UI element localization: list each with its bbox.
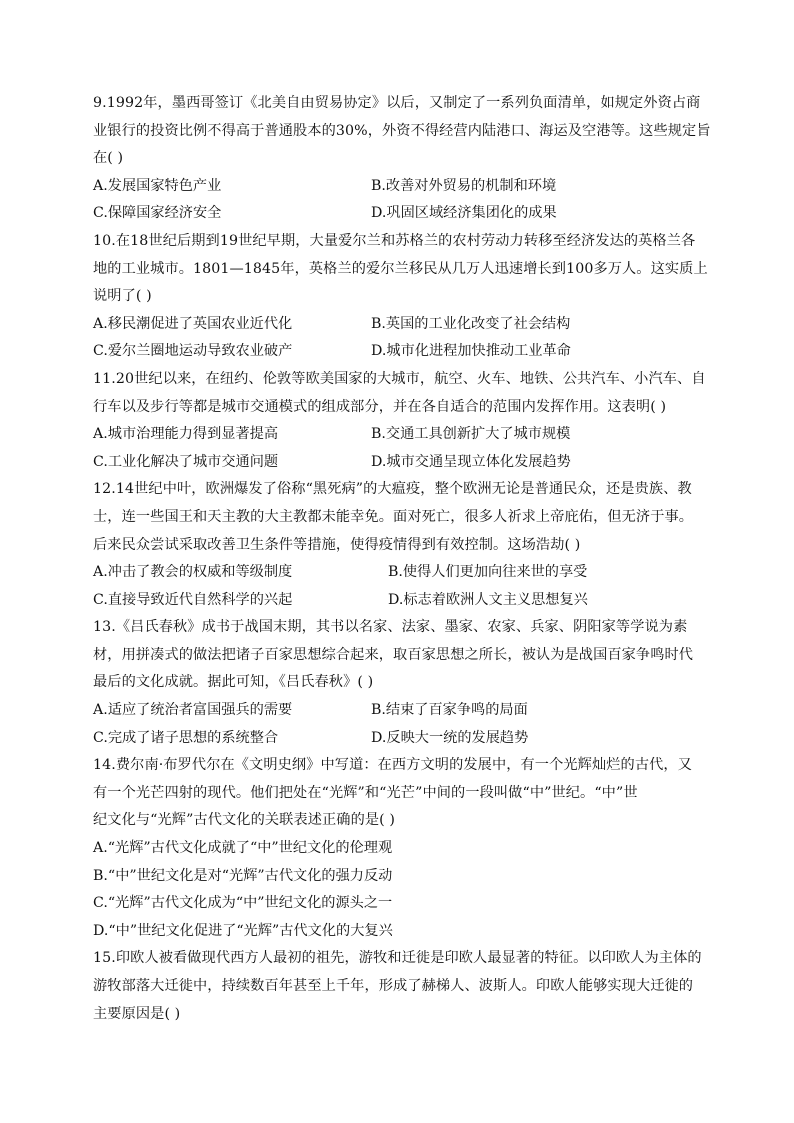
question-14-stem-line-2: 有一个光芒四射的现代。他们把处在“光辉”和“光芒”中间的一段叫做“中”世纪。“中”世 [93,784,638,801]
question-13-options-row-1 [93,697,703,725]
question-12-option-c[interactable]: C.直接导致近代自然科学的兴起 [93,591,293,608]
question-12-option-b[interactable]: B.使得人们更加向往来世的享受 [388,564,588,581]
question-10-stem-line-1: 10.在18世纪后期到19世纪早期，大量爱尔兰和苏格兰的农村劳动力转移至经济发达的英格兰各 [93,232,696,249]
question-10-option-b[interactable]: B.英国的工业化改变了社会结构 [371,315,571,332]
question-9-option-b[interactable]: B.改善对外贸易的机制和环境 [371,177,557,194]
question-10-options-row-1 [93,311,703,339]
question-13-option-b[interactable]: B.结束了百家争鸣的局面 [371,702,528,719]
question-15 [93,945,703,1028]
question-14-stem-line-1: 14.费尔南·布罗代尔在《文明史纲》中写道：在西方文明的发展中，有一个光辉灿烂的古代，又 [93,757,692,774]
question-12-options-row-1 [93,559,703,587]
question-10 [93,228,708,366]
question-12-option-a[interactable]: A.冲击了教会的权威和等级制度 [93,564,293,581]
question-11-stem-line-1: 11.20世纪以来，在纽约、伦敦等欧美国家的大城市，航空、火车、地铁、公共汽车、小汽车、自 [93,370,706,387]
question-14-option-c[interactable]: C.“光辉”古代文化成为“中”世纪文化的源头之一 [93,895,393,912]
question-9-options-row-1 [93,173,703,201]
question-11-option-c[interactable]: C.工业化解决了城市交通问题 [93,453,279,470]
question-15-stem-line-3: 主要原因是( ) [93,1005,181,1022]
question-13-option-a[interactable]: A.适应了统治者富国强兵的需要 [93,702,293,719]
question-11 [93,366,706,476]
question-10-option-a[interactable]: A.移民潮促进了英国农业近代化 [93,315,293,332]
question-9-option-a[interactable]: A.发展国家特色产业 [93,177,222,194]
question-11-option-a[interactable]: A.城市治理能力得到显著提高 [93,426,279,443]
question-12-stem-line-2: 士，连一些国王和天主教的大主教都未能幸免。面对死亡，很多人祈求上帝庇佑，但无济于事。 [93,508,694,525]
question-13-option-c[interactable]: C.完成了诸子思想的系统整合 [93,729,279,746]
question-11-options-row-1 [93,421,703,449]
question-9-options-row-2 [93,200,703,228]
question-12-option-d[interactable]: D.标志着欧洲人文主义思想复兴 [388,591,588,608]
question-14-stem-line-3: 纪文化与“光辉”古代文化的关联表述正确的是( ) [93,812,396,829]
question-9 [93,90,711,228]
question-12-stem-line-1: 12.14世纪中叶，欧洲爆发了俗称“黑死病”的大瘟疫，整个欧洲无论是普通民众，还是贵族、教 [93,481,692,498]
question-13-stem-line-2: 材，用拼凑式的做法把诸子百家思想综合起来，取百家思想之所长，被认为是战国百家争鸣时代 [93,646,694,663]
question-9-stem-line-2: 业银行的投资比例不得高于普通股本的30%，外资不得经营内陆港口、海运及空港等。这些规定旨 [93,122,711,139]
question-9-stem-line-1: 9.1992年，墨西哥签订《北美自由贸易协定》以后，又制定了一系列负面清单，如规定外资占商 [93,95,701,111]
question-13-option-d[interactable]: D.反映大一统的发展趋势 [371,729,529,746]
question-9-option-c[interactable]: C.保障国家经济安全 [93,205,222,222]
question-11-options-row-2 [93,449,703,477]
question-13-options-row-2 [93,725,703,753]
exam-page [93,90,711,1028]
question-12-stem-line-3: 后来民众尝试采取改善卫生条件等措施，使得疫情得到有效控制。这场浩劫( ) [93,536,581,553]
question-13-stem-line-3: 最后的文化成就。据此可知，《吕氏春秋》( ) [93,674,374,691]
question-11-stem-line-2: 行车以及步行等都是城市交通模式的组成部分，并在各自适合的范围内发挥作用。这表明( ) [93,398,667,415]
question-10-option-c[interactable]: C.爱尔兰圈地运动导致农业破产 [93,343,293,360]
question-14-option-b[interactable]: B.“中”世纪文化是对“光辉”古代文化的强力反动 [93,867,393,884]
question-10-stem-line-2: 地的工业城市。1801—1845年，英格兰的爱尔兰移民从几万人迅速增长到100多万人。这实质上 [93,260,708,277]
question-14-option-a[interactable]: A.“光辉”古代文化成就了“中”世纪文化的伦理观 [93,840,393,857]
question-14 [93,752,703,945]
question-10-stem-line-3: 说明了( ) [93,288,152,305]
question-9-stem-line-3: 在( ) [93,150,124,167]
question-9-option-d[interactable]: D.巩固区域经济集团化的成果 [371,205,557,222]
question-11-option-b[interactable]: B.交通工具创新扩大了城市规模 [371,426,571,443]
question-15-stem-line-1: 15.印欧人被看做现代西方人最初的祖先，游牧和迁徙是印欧人最显著的特征。以印欧人为主体的 [93,950,702,967]
question-13-stem-line-1: 13.《吕氏春秋》成书于战国末期，其书以名家、法家、墨家、农家、兵家、阴阳家等学说为素 [93,619,688,636]
question-12-options-row-2 [93,587,703,615]
question-11-option-d[interactable]: D.城市交通呈现立体化发展趋势 [371,453,571,470]
question-15-stem-line-2: 游牧部落大迁徙中，持续数百年甚至上千年，形成了赫梯人、波斯人。印欧人能够实现大迁徙的 [93,978,694,994]
question-13 [93,614,703,752]
question-12 [93,476,703,614]
question-10-options-row-2 [93,338,703,366]
question-14-option-d[interactable]: D.“中”世纪文化促进了“光辉”古代文化的大复兴 [93,922,393,939]
question-10-option-d[interactable]: D.城市化进程加快推动工业革命 [371,343,571,360]
